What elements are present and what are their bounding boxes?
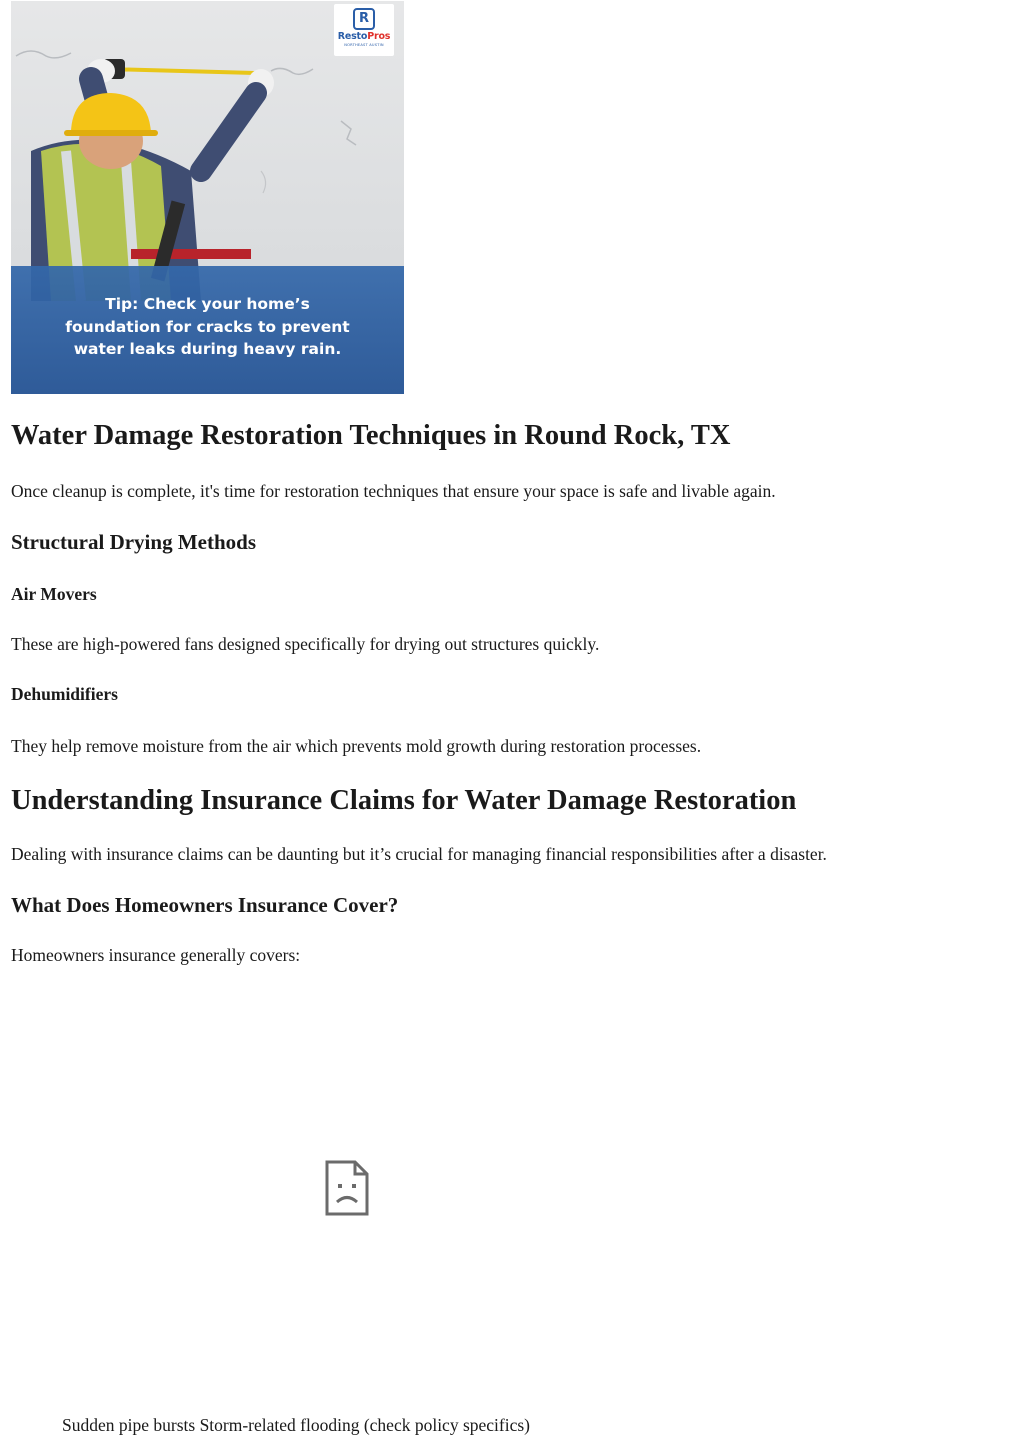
air-movers-text: These are high-powered fans designed specifically for drying out structures quickly. xyxy=(11,634,600,654)
heading-structural-drying: Structural Drying Methods xyxy=(11,530,256,554)
logo-tagline: NORTHEAST AUSTIN xyxy=(344,43,384,47)
heading-air-movers: Air Movers xyxy=(11,584,97,604)
tip-banner xyxy=(11,266,404,394)
heading-insurance-claims: Understanding Insurance Claims for Water Damage Restoration xyxy=(11,785,797,816)
heading-dehumidifiers: Dehumidifiers xyxy=(11,684,118,704)
heading-homeowners-coverage: What Does Homeowners Insurance Cover? xyxy=(11,893,399,917)
restopros-logo xyxy=(334,4,394,56)
broken-image-icon xyxy=(325,1160,369,1216)
tip-text: Tip: Check your home’s foundation for cracks to prevent water leaks during heavy rain. xyxy=(65,295,350,359)
dehumidifiers-text: They help remove moisture from the air which prevents mold growth during restoration processes. xyxy=(11,736,702,756)
logo-wordmark: RestoPros xyxy=(337,31,391,42)
heading-restoration-techniques: Water Damage Restoration Techniques in Round Rock, TX xyxy=(11,420,731,451)
restoration-intro: Once cleanup is complete, it's time for restoration techniques that ensure your space is safe and livable again. xyxy=(11,481,776,501)
coverage-intro: Homeowners insurance generally covers: xyxy=(11,945,301,965)
logo-mark: R xyxy=(353,8,375,30)
insurance-intro: Dealing with insurance claims can be daunting but it’s crucial for managing financial responsibilities after a disaster. xyxy=(11,844,827,864)
coverage-items: Sudden pipe bursts Storm-related flooding (check policy specifics) xyxy=(62,1415,531,1435)
hero-image xyxy=(11,1,404,394)
